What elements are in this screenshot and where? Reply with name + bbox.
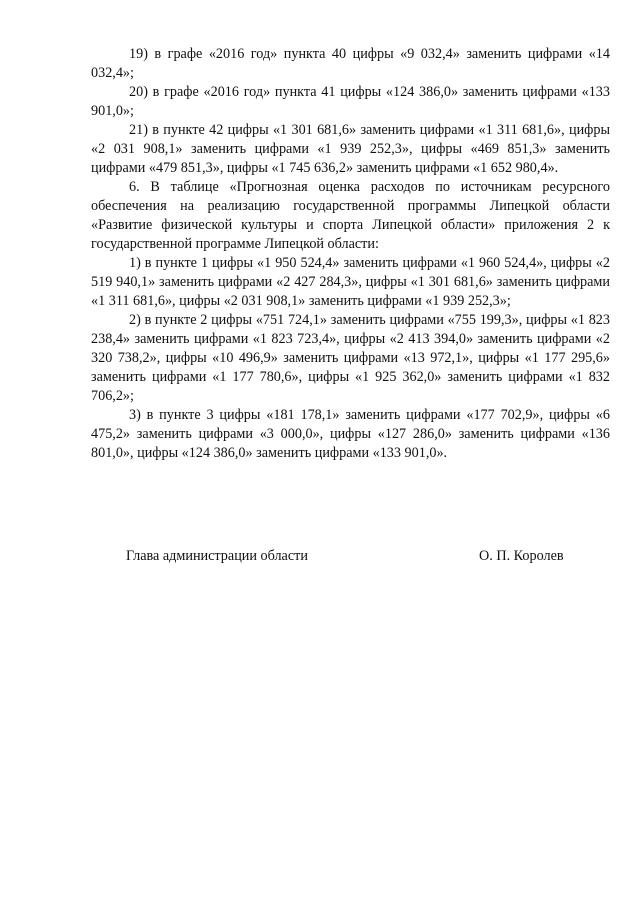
- paragraph-subitem-1: 1) в пункте 1 цифры «1 950 524,4» заменить цифрами «1 960 524,4», цифры «2 519 940,1» заменить цифрами «2 427 284,3», цифры «1 301 681,6» заменить цифрами «1 311 681,6», цифры «2 031 908,1» заменить цифрами «1 939 252,3»;: [91, 255, 610, 309]
- paragraph-item-19: 19) в графе «2016 год» пункта 40 цифры «9 032,4» заменить цифрами «14 032,4»;: [91, 46, 610, 81]
- paragraph-subitem-2: 2) в пункте 2 цифры «751 724,1» заменить цифрами «755 199,3», цифры «1 823 238,4» заменить цифрами «1 823 723,4», цифры «2 413 394,0» заменить цифрами «2 320 738,2», цифры «10 496,9» заменить цифрами «13 972,1», цифры «1 177 295,6» заменить цифрами «1 177 780,6», цифры «1 925 362,0» заменить цифрами «1 832 706,2»;: [91, 312, 610, 404]
- paragraph-item-21: 21) в пункте 42 цифры «1 301 681,6» заменить цифрами «1 311 681,6», цифры «2 031 908,1» заменить цифрами «1 939 252,3», цифры «469 851,3» заменить цифрами «479 851,3», цифры «1 745 636,2» заменить цифрами «1 652 980,4».: [91, 122, 610, 176]
- paragraph-section-6: 6. В таблице «Прогнозная оценка расходов по источникам ресурсного обеспечения на реализацию государственной программы Липецкой области «Развитие физической культуры и спорта Липецкой области» приложения 2 к государственной программе Липецкой области:: [91, 179, 610, 252]
- document-body: [91, 45, 610, 463]
- signature-title: Глава администрации области: [126, 548, 308, 564]
- paragraph-item-20: 20) в графе «2016 год» пункта 41 цифры «124 386,0» заменить цифрами «133 901,0»;: [91, 84, 610, 119]
- paragraph-subitem-3: 3) в пункте 3 цифры «181 178,1» заменить цифрами «177 702,9», цифры «6 475,2» заменить цифрами «3 000,0», цифры «127 286,0» заменить цифрами «136 801,0», цифры «124 386,0» заменить цифрами «133 901,0».: [91, 407, 610, 461]
- signature-name: О. П. Королев: [479, 548, 564, 564]
